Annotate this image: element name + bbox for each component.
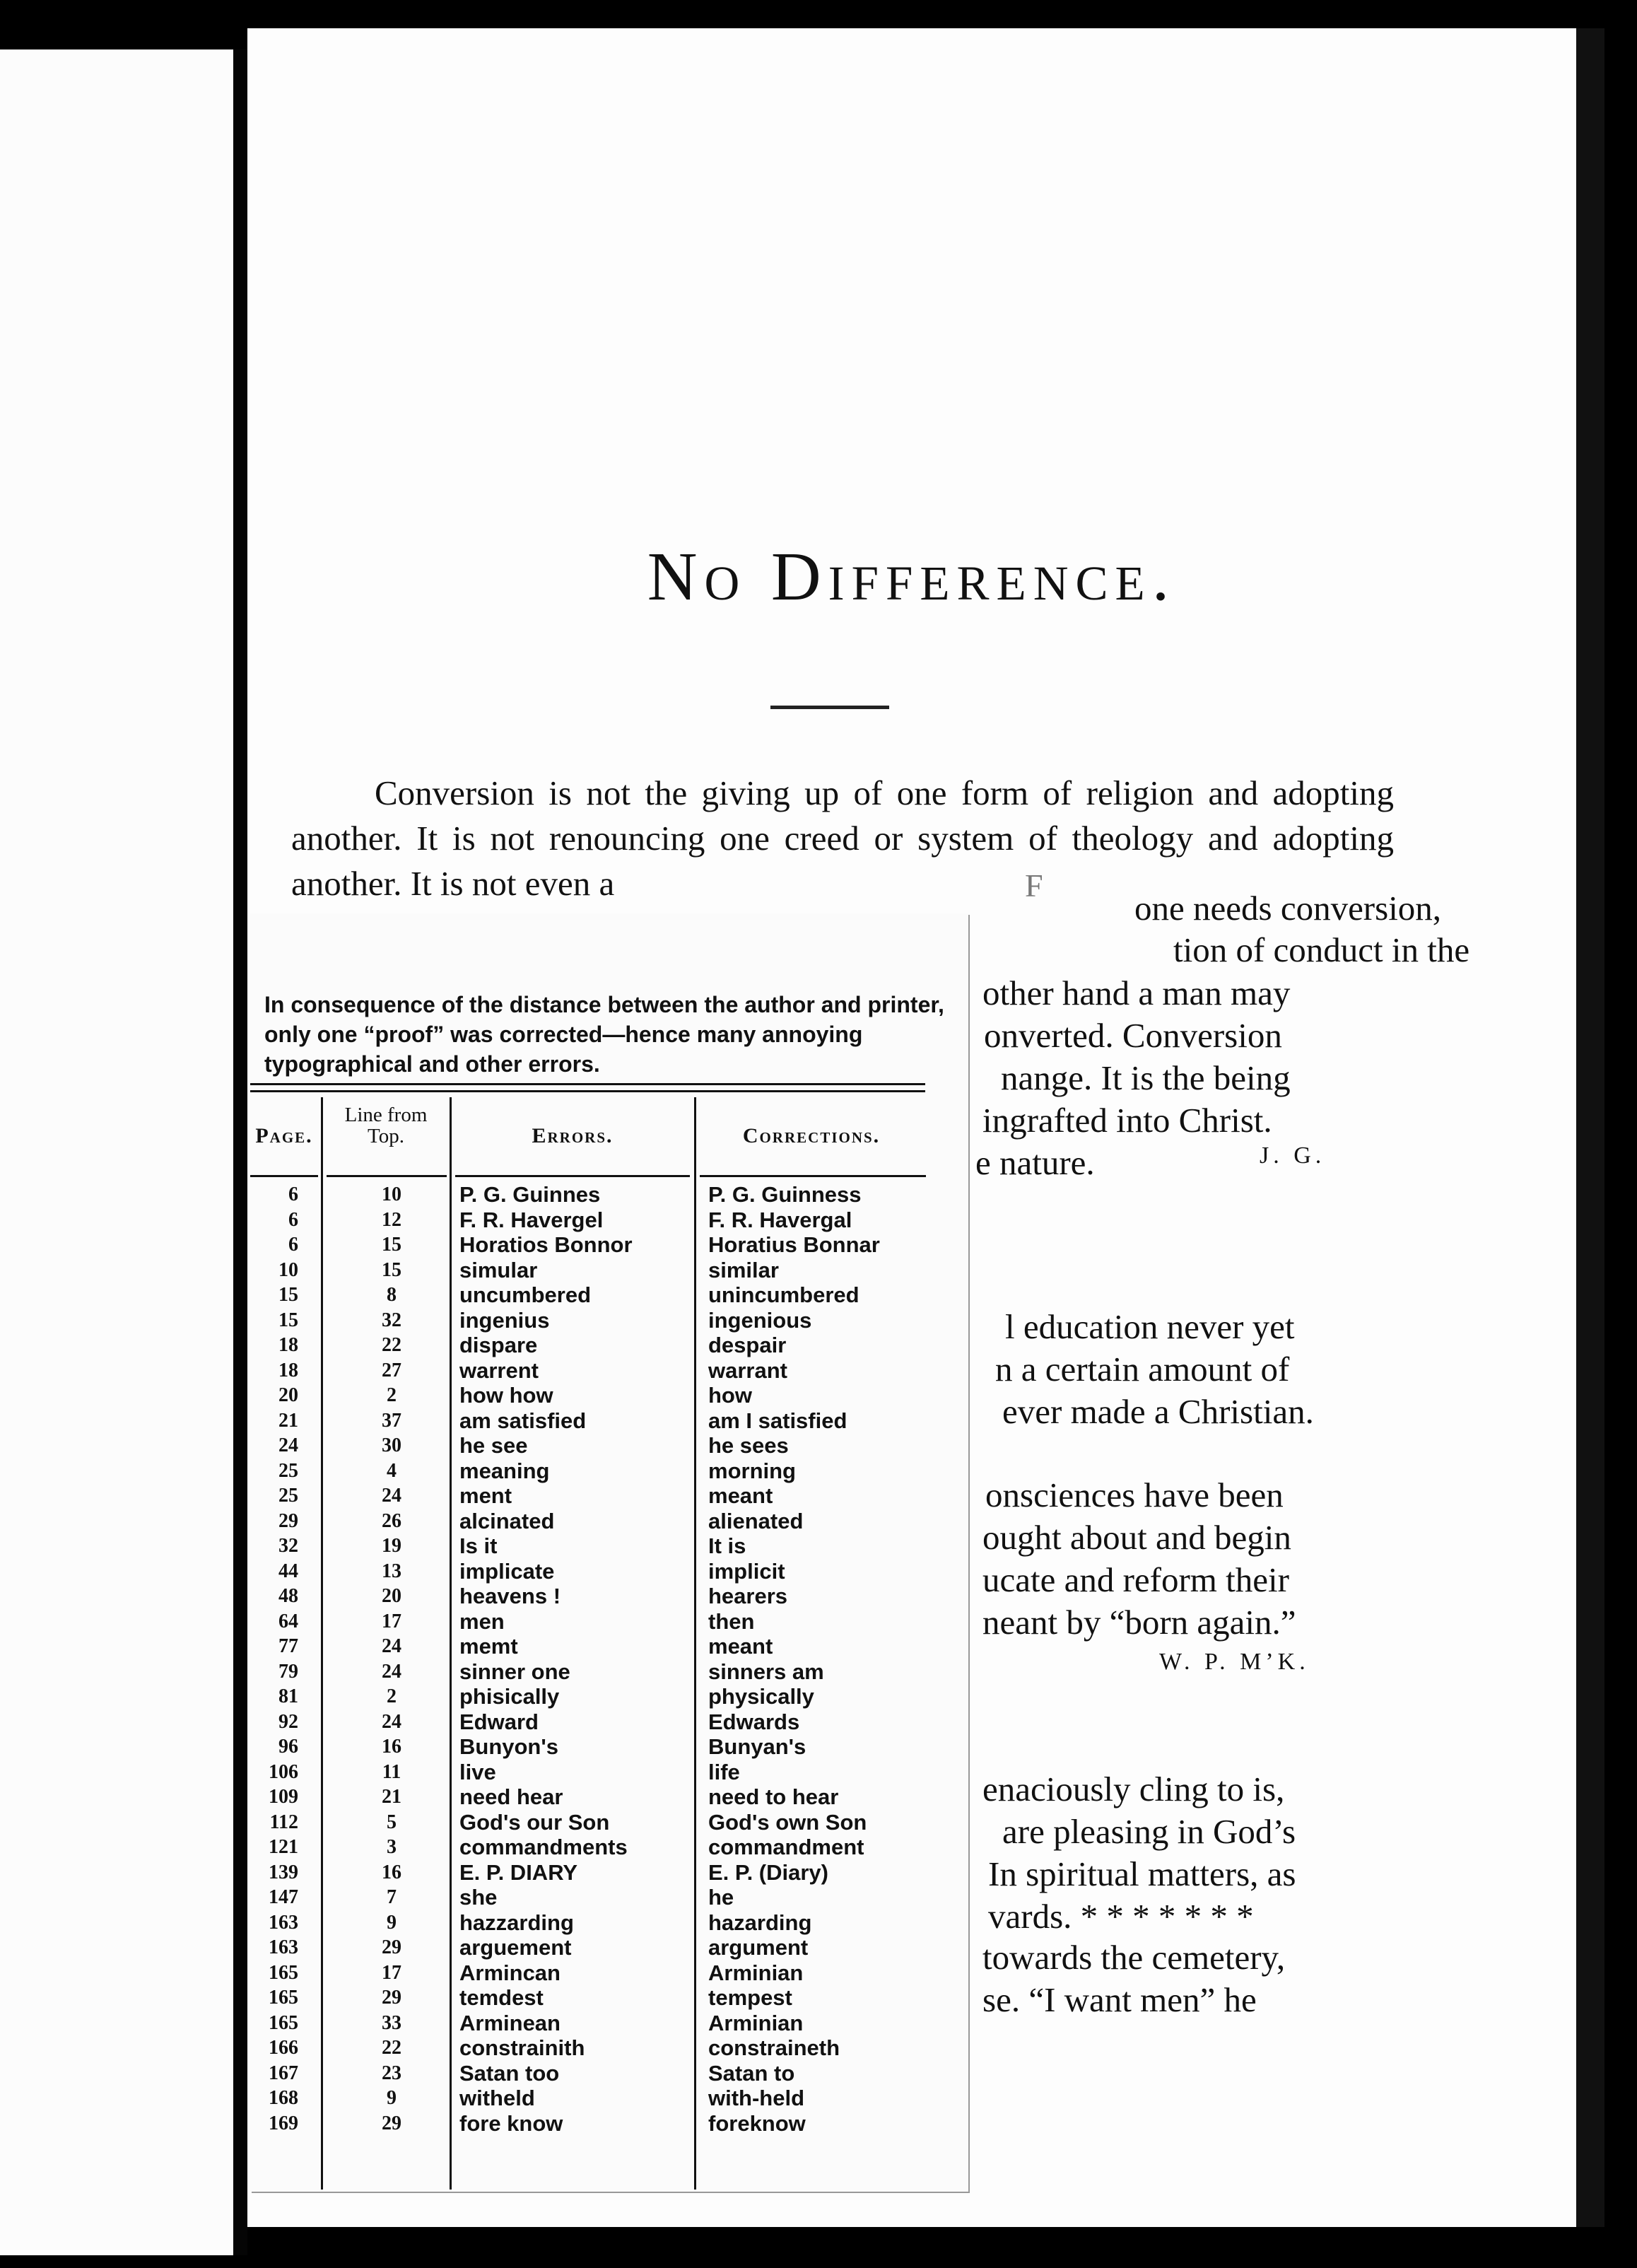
cell-line: 2 — [387, 1384, 397, 1406]
cell-error: warrent — [459, 1357, 539, 1383]
cell-error: Satan too — [459, 2060, 560, 2086]
cell-error: Is it — [459, 1533, 498, 1558]
signature-wpmk: W. P. M’K. — [1159, 1649, 1310, 1675]
table-row — [250, 1232, 929, 1258]
table-row — [250, 1659, 929, 1685]
cell-page: 165 — [269, 1987, 298, 2009]
cell-line: 15 — [382, 1234, 401, 1256]
cell-page: 25 — [278, 1459, 298, 1482]
cell-page: 44 — [278, 1560, 298, 1582]
cell-page: 106 — [269, 1760, 298, 1783]
cell-error: memt — [459, 1634, 518, 1659]
text-fragment: are pleasing in God’s — [1002, 1812, 1296, 1851]
cell-correction: foreknow — [708, 2110, 806, 2136]
cell-correction: ingenious — [708, 1307, 812, 1333]
cell-correction: then — [708, 1608, 755, 1634]
cell-page: 18 — [278, 1359, 298, 1381]
cell-page: 25 — [278, 1485, 298, 1507]
cell-correction: alienated — [708, 1508, 804, 1533]
cell-line: 22 — [382, 1334, 401, 1356]
cell-error: E. P. DIARY — [459, 1859, 578, 1885]
text-fragment: e nature. — [975, 1143, 1095, 1182]
cell-error: hazzarding — [459, 1910, 574, 1935]
cell-correction: sinners am — [708, 1659, 824, 1684]
cell-correction: constraineth — [708, 2035, 840, 2060]
text-fragment: neant by “born again.” — [982, 1603, 1296, 1642]
cell-error: he see — [459, 1433, 528, 1458]
table-row — [250, 1860, 929, 1886]
table-row — [250, 1208, 929, 1233]
cell-correction: morning — [708, 1458, 796, 1483]
cell-line: 2 — [387, 1685, 397, 1707]
cell-page: 163 — [269, 1911, 298, 1934]
cell-correction: Arminian — [708, 1960, 804, 1985]
header-page: Page. — [255, 1124, 313, 1147]
table-row — [250, 1985, 929, 2011]
table-row — [250, 2061, 929, 2086]
cell-correction: argument — [708, 1935, 809, 1960]
cell-correction: unincumbered — [708, 1282, 859, 1307]
errata-table-body — [250, 1182, 929, 2136]
text-fragment: towards the cemetery, — [982, 1938, 1286, 1977]
cell-page: 166 — [269, 2037, 298, 2059]
table-row — [250, 1333, 929, 1358]
table-row — [250, 1408, 929, 1434]
table-row — [250, 1634, 929, 1659]
cell-correction: hazarding — [708, 1910, 812, 1935]
cell-error: meaning — [459, 1458, 550, 1483]
cell-line: 23 — [382, 2062, 401, 2084]
text-fragment: one needs conversion, — [1134, 889, 1442, 928]
cell-line: 9 — [387, 1911, 397, 1934]
cell-error: witheld — [459, 2086, 535, 2110]
cell-page: 29 — [278, 1509, 298, 1532]
cell-line: 29 — [382, 1936, 401, 1958]
text-fragment: nange. It is the being — [1001, 1058, 1291, 1097]
cell-line: 19 — [382, 1535, 401, 1557]
cell-error: am satisfied — [459, 1408, 587, 1433]
cell-correction: he sees — [708, 1433, 789, 1458]
table-row — [250, 1383, 929, 1408]
cell-line: 29 — [382, 1987, 401, 2009]
cell-error: dispare — [459, 1333, 538, 1357]
text-fragment: ever made a Christian. — [1002, 1392, 1314, 1431]
cell-error: men — [459, 1608, 505, 1634]
text-fragment: other hand a man may — [982, 974, 1291, 1012]
table-row — [250, 1760, 929, 1785]
cell-error: she — [459, 1885, 498, 1910]
table-row — [250, 1584, 929, 1609]
cell-correction: am I satisfied — [708, 1408, 847, 1433]
table-row — [250, 1734, 929, 1760]
header-rule — [250, 1175, 318, 1177]
book-spine — [233, 49, 247, 2255]
cell-line: 3 — [387, 1836, 397, 1858]
text-fragment: enaciously cling to is, — [982, 1770, 1285, 1808]
cell-correction: commandment — [708, 1835, 864, 1859]
table-row — [250, 1784, 929, 1810]
cell-correction: Arminian — [708, 2010, 804, 2035]
left-page — [0, 49, 233, 2255]
table-row — [250, 2111, 929, 2137]
cell-error: temdest — [459, 1985, 544, 2010]
page-title: No Difference. — [647, 539, 1177, 615]
cell-page: 64 — [278, 1610, 298, 1632]
cell-page: 48 — [278, 1585, 298, 1607]
cell-line: 17 — [382, 1610, 401, 1632]
table-row — [250, 1308, 929, 1333]
table-row — [250, 1960, 929, 1986]
text-fragment: ought about and begin — [982, 1518, 1291, 1557]
cell-line: 30 — [382, 1434, 401, 1456]
table-row — [250, 1433, 929, 1459]
table-row — [250, 1282, 929, 1308]
cell-error: need hear — [459, 1784, 563, 1809]
text-fragment: l education never yet — [1005, 1307, 1295, 1346]
cell-page: 167 — [269, 2062, 298, 2084]
table-row — [250, 1533, 929, 1559]
cell-page: 165 — [269, 2011, 298, 2034]
cell-error: Arminean — [459, 2010, 561, 2035]
cell-correction: Edwards — [708, 1709, 800, 1734]
cell-page: 24 — [278, 1434, 298, 1456]
cell-page: 77 — [278, 1635, 298, 1657]
table-row — [250, 1935, 929, 1960]
cell-page: 163 — [269, 1936, 298, 1958]
cell-line: 37 — [382, 1409, 401, 1432]
cell-page: 6 — [288, 1183, 298, 1205]
cell-correction: Bunyan's — [708, 1734, 806, 1759]
cell-error: ingenius — [459, 1307, 550, 1333]
table-row — [250, 1358, 929, 1384]
cell-line: 27 — [382, 1359, 401, 1381]
faded-fragment: F — [1025, 867, 1043, 904]
table-row — [250, 1509, 929, 1534]
table-row — [250, 1483, 929, 1509]
cell-error: Bunyon's — [459, 1734, 558, 1759]
table-row — [250, 1559, 929, 1584]
errata-slip — [250, 913, 968, 2192]
cell-line: 13 — [382, 1560, 401, 1582]
cell-error: uncumbered — [459, 1282, 592, 1307]
cell-correction: life — [708, 1759, 740, 1784]
cell-line: 29 — [382, 2112, 401, 2134]
cell-page: 18 — [278, 1334, 298, 1356]
header-rule — [700, 1175, 926, 1177]
cell-error: sinner one — [459, 1659, 570, 1684]
text-fragment: vards. * * * * * * * — [988, 1897, 1254, 1936]
text-fragment: onsciences have been — [985, 1475, 1284, 1514]
cell-page: 79 — [278, 1660, 298, 1683]
cell-page: 10 — [278, 1258, 298, 1281]
cell-page: 15 — [278, 1309, 298, 1331]
cell-error: phisically — [459, 1684, 560, 1709]
cell-line: 8 — [387, 1284, 397, 1306]
cell-error: implicate — [459, 1558, 555, 1584]
cell-line: 22 — [382, 2037, 401, 2059]
book-page — [247, 28, 1576, 2227]
cell-correction: F. R. Havergal — [708, 1207, 852, 1232]
cell-page: 20 — [278, 1384, 298, 1406]
cell-line: 20 — [382, 1585, 401, 1607]
cell-line: 5 — [387, 1811, 397, 1833]
cell-line: 11 — [382, 1760, 401, 1783]
cell-error: simular — [459, 1257, 538, 1282]
cell-page: 32 — [278, 1535, 298, 1557]
cell-line: 24 — [382, 1710, 401, 1733]
cell-error: commandments — [459, 1835, 628, 1859]
cell-page: 139 — [269, 1861, 298, 1883]
cell-line: 33 — [382, 2011, 401, 2034]
header-corrections: Corrections. — [742, 1124, 881, 1147]
table-row — [250, 2086, 929, 2111]
text-fragment: ingrafted into Christ. — [982, 1101, 1272, 1140]
cell-error: Edward — [459, 1709, 539, 1734]
cell-correction: E. P. (Diary) — [708, 1859, 829, 1885]
cell-error: heavens ! — [459, 1584, 561, 1608]
text-fragment: tion of conduct in the — [1173, 930, 1470, 969]
cell-page: 81 — [278, 1685, 298, 1707]
table-row — [250, 1810, 929, 1835]
cell-page: 96 — [278, 1736, 298, 1758]
table-row — [250, 2011, 929, 2036]
cell-line: 4 — [387, 1459, 397, 1482]
cell-error: God's our Son — [459, 1809, 610, 1835]
header-rule — [327, 1175, 447, 1177]
cell-correction: Satan to — [708, 2060, 795, 2086]
cell-error: Armincan — [459, 1960, 561, 1985]
cell-line: 16 — [382, 1736, 401, 1758]
paragraph-conversion: Conversion is not the giving up of one form of religion and adopting another. It is not renouncing one creed or system of theology and adopting another. It is not even a — [291, 773, 1394, 903]
cell-page: 6 — [288, 1208, 298, 1231]
table-row — [250, 1835, 929, 1860]
header-errors: Errors. — [532, 1124, 614, 1147]
cell-correction: God's own Son — [708, 1809, 867, 1835]
cell-error: alcinated — [459, 1508, 555, 1533]
cell-correction: tempest — [708, 1985, 792, 2010]
cell-line: 17 — [382, 1961, 401, 1984]
cell-error: how how — [459, 1383, 553, 1408]
cell-line: 24 — [382, 1485, 401, 1507]
cell-correction: P. G. Guinness — [708, 1182, 862, 1207]
cell-page: 147 — [269, 1886, 298, 1908]
cell-line: 24 — [382, 1660, 401, 1683]
cell-error: F. R. Havergel — [459, 1207, 604, 1232]
table-row — [250, 1684, 929, 1709]
text-fragment: n a certain amount of — [995, 1350, 1290, 1389]
cell-line: 9 — [387, 2087, 397, 2109]
table-row — [250, 1258, 929, 1283]
cell-correction: Horatius Bonnar — [708, 1232, 880, 1257]
cell-error: arguement — [459, 1935, 572, 1960]
cell-line: 21 — [382, 1786, 401, 1808]
cell-correction: meant — [708, 1634, 773, 1659]
cell-line: 15 — [382, 1258, 401, 1281]
cell-error: constrainith — [459, 2035, 585, 2060]
table-row — [250, 1885, 929, 1910]
table-row — [250, 2035, 929, 2061]
header-rule — [455, 1175, 690, 1177]
cell-page: 112 — [269, 1811, 298, 1833]
cell-correction: physically — [708, 1684, 814, 1709]
cell-line: 7 — [387, 1886, 397, 1908]
table-row — [250, 1910, 929, 1936]
cell-line: 10 — [382, 1183, 401, 1205]
text-fragment: onverted. Conversion — [984, 1016, 1282, 1055]
cell-line: 24 — [382, 1635, 401, 1657]
cell-page: 15 — [278, 1284, 298, 1306]
title-rule — [770, 706, 889, 709]
cell-correction: hearers — [708, 1584, 788, 1608]
cell-correction: It is — [708, 1533, 746, 1558]
cell-error: Horatios Bonnor — [459, 1232, 633, 1257]
cell-page: 92 — [278, 1710, 298, 1733]
errata-note: In consequence of the distance between the author and printer, only one “proof” was corrected—hence many annoying typographical and other errors. — [264, 992, 944, 1077]
double-rule — [250, 1083, 925, 1085]
cell-correction: with-held — [708, 2086, 805, 2110]
text-fragment: In spiritual matters, as — [988, 1854, 1296, 1893]
table-row — [250, 1709, 929, 1735]
cell-line: 16 — [382, 1861, 401, 1883]
cell-correction: how — [708, 1383, 752, 1408]
double-rule — [250, 1090, 925, 1092]
cell-page: 169 — [269, 2112, 298, 2134]
text-fragment: se. “I want men” he — [982, 1980, 1257, 2019]
cell-correction: he — [708, 1885, 734, 1910]
cell-line: 32 — [382, 1309, 401, 1331]
page-edge — [1576, 28, 1604, 2227]
header-line: Line from Top. — [344, 1104, 428, 1147]
cell-page: 109 — [269, 1786, 298, 1808]
cell-page: 6 — [288, 1234, 298, 1256]
cell-page: 21 — [278, 1409, 298, 1432]
text-fragment: ucate and reform their — [982, 1560, 1289, 1599]
table-row — [250, 1609, 929, 1635]
cell-page: 165 — [269, 1961, 298, 1984]
cell-line: 26 — [382, 1509, 401, 1532]
cell-page: 168 — [269, 2087, 298, 2109]
cell-correction: implicit — [708, 1558, 785, 1584]
cell-error: fore know — [459, 2110, 563, 2136]
table-row — [250, 1182, 929, 1208]
signature-jg: J. G. — [1260, 1142, 1326, 1169]
cell-line: 12 — [382, 1208, 401, 1231]
cell-page: 121 — [269, 1836, 298, 1858]
cell-correction: despair — [708, 1333, 787, 1357]
cell-correction: similar — [708, 1257, 779, 1282]
cell-correction: warrant — [708, 1357, 787, 1383]
cell-correction: meant — [708, 1483, 773, 1508]
cell-error: live — [459, 1759, 496, 1784]
cell-correction: need to hear — [708, 1784, 839, 1809]
table-row — [250, 1459, 929, 1484]
cell-error: ment — [459, 1483, 512, 1508]
cell-error: P. G. Guinnes — [459, 1182, 601, 1207]
